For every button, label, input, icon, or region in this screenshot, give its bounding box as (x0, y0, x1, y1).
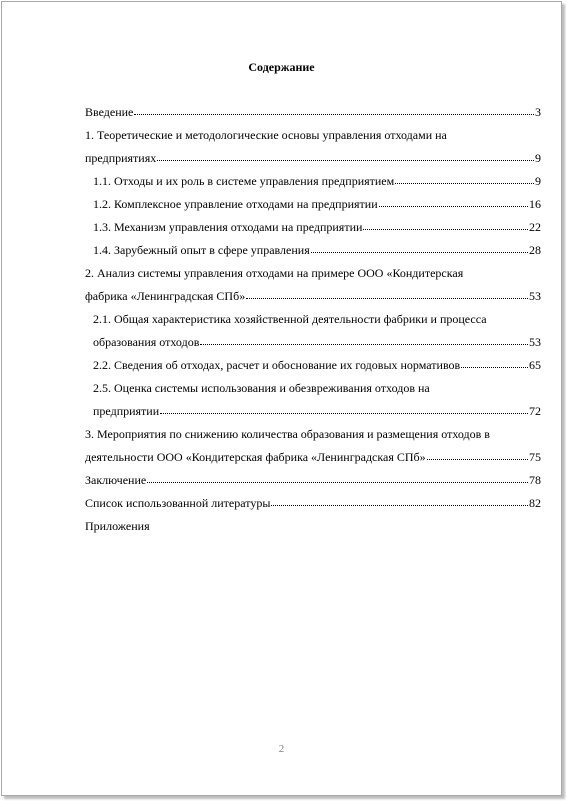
dot-leader (200, 340, 528, 345)
table-of-contents (85, 101, 541, 538)
toc-entry-page: 22 (529, 220, 541, 234)
toc-entry-appendices (85, 515, 541, 538)
toc-entry-page: 72 (529, 404, 541, 418)
toc-entry-text: 3. Мероприятия по снижению количества образования и размещения отходов в (85, 427, 490, 441)
dot-leader (246, 294, 528, 299)
toc-entry-page: 9 (535, 151, 541, 165)
toc-entry-introduction (85, 101, 541, 124)
toc-entry-text: предприятиях (85, 151, 157, 165)
toc-entry-chapter-2 (85, 262, 541, 285)
toc-entry-1-2 (85, 193, 541, 216)
toc-entry-text: Приложения (85, 519, 150, 533)
toc-entry-text: Заключение (85, 473, 147, 487)
toc-entry-page: 78 (529, 473, 541, 487)
toc-entry-text: 2.2. Сведения об отходах, расчет и обоснование их годовых нормативов (93, 358, 461, 372)
dot-leader (395, 179, 534, 184)
toc-entry-text: 1.4. Зарубежный опыт в сфере управления (93, 243, 310, 257)
toc-entry-page: 65 (529, 358, 541, 372)
toc-entry-page: 16 (529, 197, 541, 211)
toc-entry-page: 75 (529, 450, 541, 464)
toc-entry-1-3 (85, 216, 541, 239)
toc-entry-page: 9 (535, 174, 541, 188)
toc-entry-chapter-3-cont (85, 446, 541, 469)
toc-entry-text: Список использованной литературы (85, 496, 271, 510)
toc-entry-text: деятельности ООО «Кондитерская фабрика «Ленинградская СПб» (85, 450, 426, 464)
toc-entry-chapter-1 (85, 124, 541, 147)
toc-entry-text: 1. Теоретические и методологические основы управления отходами на (85, 128, 447, 142)
dot-leader (311, 248, 528, 253)
toc-entry-text: 2.5. Оценка системы использования и обезвреживания отходов на (93, 381, 430, 395)
toc-entry-text: Введение (85, 105, 134, 119)
toc-entry-text: 1.1. Отходы и их роль в системе управления предприятием (93, 174, 395, 188)
dot-leader (134, 110, 534, 115)
toc-entry-text: 2.1. Общая характеристика хозяйственной деятельности фабрики и процесса (93, 312, 487, 326)
dot-leader (379, 202, 528, 207)
toc-entry-page: 28 (529, 243, 541, 257)
dot-leader (461, 363, 528, 368)
toc-entry-chapter-1-cont (85, 147, 541, 170)
toc-entry-2-5-cont (85, 400, 541, 423)
toc-entry-page: 53 (529, 289, 541, 303)
dot-leader (147, 478, 528, 483)
page-number: 2 (278, 743, 285, 755)
toc-entry-text: предприятии (93, 404, 160, 418)
toc-entry-chapter-2-cont (85, 285, 541, 308)
dot-leader (157, 156, 534, 161)
toc-entry-1-4 (85, 239, 541, 262)
toc-entry-references (85, 492, 541, 515)
toc-entry-text: образования отходов (93, 335, 200, 349)
toc-entry-conclusion (85, 469, 541, 492)
toc-entry-chapter-3 (85, 423, 541, 446)
toc-entry-text: фабрика «Ленинградская СПб» (85, 289, 246, 303)
toc-entry-page: 53 (529, 335, 541, 349)
toc-entry-1-1 (85, 170, 541, 193)
toc-entry-2-1 (85, 308, 541, 331)
dot-leader (363, 225, 528, 230)
document-page (1, 1, 562, 796)
toc-entry-text: 2. Анализ системы управления отходами на примере ООО «Кондитерская (85, 266, 464, 280)
toc-entry-page: 82 (529, 496, 541, 510)
toc-entry-2-2 (85, 354, 541, 377)
toc-entry-text: 1.3. Механизм управления отходами на предприятии (93, 220, 363, 234)
toc-entry-2-5 (85, 377, 541, 400)
toc-entry-text: 1.2. Комплексное управление отходами на предприятии (93, 197, 378, 211)
toc-title: Содержание (248, 60, 315, 74)
dot-leader (427, 455, 528, 460)
dot-leader (160, 409, 528, 414)
dot-leader (271, 501, 528, 506)
toc-entry-2-1-cont (85, 331, 541, 354)
toc-entry-page: 3 (535, 105, 541, 119)
